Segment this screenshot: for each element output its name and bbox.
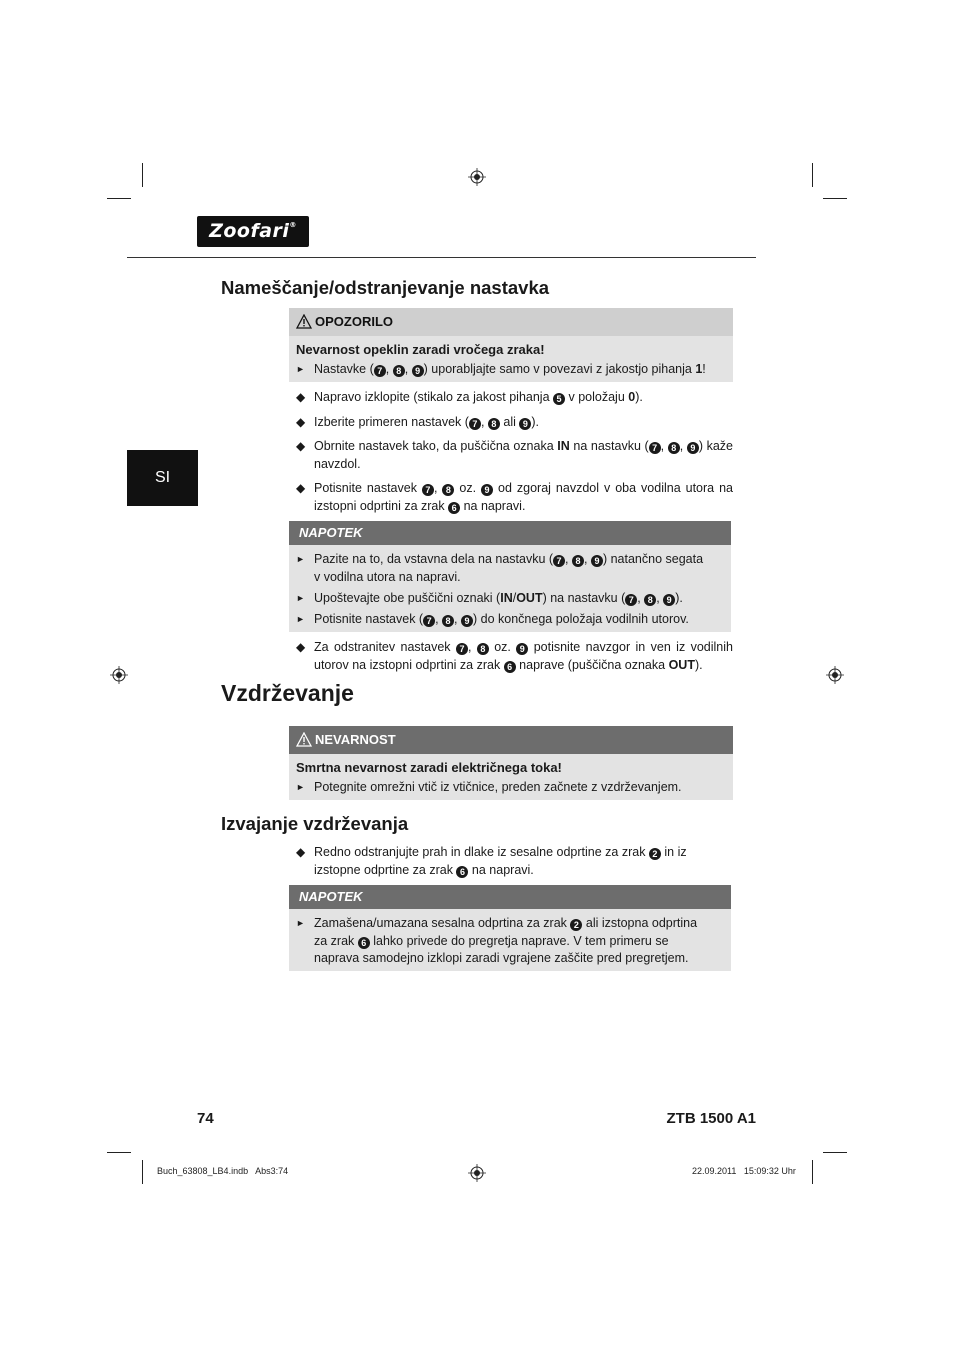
text-span: ! [702,362,706,376]
registration-mark-icon [110,666,128,684]
registration-mark-icon [468,168,486,186]
warning-item [289,361,733,379]
ref-number-7: 7 [649,442,661,454]
ref-number-8: 8 [572,555,584,567]
ref-number-7: 7 [625,594,637,606]
ref-number-5: 5 [553,393,565,405]
ref-number-6: 6 [448,502,460,514]
section-title-perform: Izvajanje vzdrževanja [221,813,409,834]
warning-triangle-icon [296,732,312,747]
text-span: ). [635,390,643,404]
ref-number-8: 8 [442,484,454,496]
list-item [289,389,733,407]
diamond-bullet-icon: ◆ [296,390,306,404]
ref-number-9: 9 [412,365,424,377]
ref-number-8: 8 [442,615,454,627]
arrow-icon: ► [296,918,305,928]
ref-number-9: 9 [519,418,531,430]
ref-number-8: 8 [644,594,656,606]
text-span: ). [694,657,703,672]
text-span: od zgoraj navzdol v oba vodilna utora na izstopni odprtini za zrak [314,481,733,513]
note-item [289,915,731,968]
text-span: Napravo izklopite (stikalo za jakost pihanja [314,390,554,404]
text-span: na napravi. [468,862,534,877]
crop-mark [142,163,143,187]
ref-number-7: 7 [469,418,481,430]
danger-box-header [289,726,733,754]
danger-item [289,779,733,797]
text-span: , [435,611,443,626]
text-span: , [433,481,443,495]
warning-triangle-icon [296,314,312,329]
ref-number-7: 7 [422,484,434,496]
text-span: Izberite primeren nastavek ( [314,414,469,429]
bullet-list [289,639,733,674]
list-item [289,639,733,674]
note-box [289,521,731,632]
text-span: , [637,591,645,605]
bold-text: 1 [695,362,703,376]
text-span: , [385,362,393,376]
bold-text: 0 [628,390,636,404]
ref-number-6: 6 [358,937,370,949]
text-span: Za odstranitev nastavek [314,640,456,654]
text-span: Obrnite nastavek tako, da puščična oznaka [314,439,558,453]
ref-number-2: 2 [649,848,661,860]
crop-mark [823,1152,847,1153]
danger-subtitle: Smrtna nevarnost zaradi električnega toka! [296,760,562,775]
crop-mark [812,163,813,187]
text-span: ). [531,414,539,429]
ref-number-7: 7 [374,365,386,377]
brand-logo-text: Zoofari [209,220,290,242]
ref-number-7: 7 [423,615,435,627]
text-span: , [565,552,572,566]
text-span: oz. [454,481,482,495]
ref-number-8: 8 [488,418,500,430]
diamond-bullet-icon: ◆ [296,414,306,429]
text-span: ali izstopna odprtina za zrak [314,916,698,948]
bold-text: OUT [668,657,695,672]
text-span: Zamašena/umazana sesalna odprtina za zrak [314,916,571,930]
ref-number-8: 8 [668,442,680,454]
arrow-icon: ► [296,613,305,624]
bold-text: IN [557,439,570,453]
text-span: , [404,362,412,376]
danger-box [289,726,733,800]
text-span: , [656,591,664,605]
text-span: , [454,611,461,626]
page-number: 74 [197,1110,214,1127]
bullet-list [289,389,733,515]
brand-logo-mark: ® [289,221,297,229]
warning-subtitle: Nevarnost opeklin zaradi vročega zraka! [296,342,545,357]
crop-mark [823,198,847,199]
text-span: Nastavke ( [314,362,374,376]
note-item [289,590,731,608]
diamond-bullet-icon: ◆ [296,640,306,654]
registration-mark-icon [468,1164,486,1182]
ref-number-6: 6 [504,661,516,673]
text-span: naprave (puščična oznaka [515,657,669,672]
diamond-bullet-icon: ◆ [296,439,306,453]
note-label: NAPOTEK [289,885,731,909]
arrow-icon: ► [296,554,305,564]
text-span: ). [675,591,683,605]
text-span: Potisnite nastavek [314,481,422,495]
text-span: ) kaže navzdol. [314,439,733,471]
crop-mark [812,1160,813,1184]
arrow-icon: ► [296,593,305,603]
text-span: potisnite navzgor in ven iz vodilnih utorov na izstopni odprtini za zrak [314,640,733,672]
language-tab: SI [127,450,198,506]
text-span: Pazite na to, da vstavna dela na nastavku ( [314,552,554,566]
model-name: ZTB 1500 A1 [666,1110,756,1127]
ref-number-9: 9 [687,442,699,454]
registration-mark-icon [826,666,844,684]
danger-item-text: Potegnite omrežni vtič iz vtičnice, preden začnete z vzdrževanjem. [314,780,682,794]
ref-number-9: 9 [481,484,493,496]
ref-number-9: 9 [591,555,603,567]
ref-number-7: 7 [553,555,565,567]
text-span: , [584,552,591,566]
text-span: , [660,439,668,453]
text-span: ) natančno segata v vodilna utora na napravi. [314,552,704,584]
bold-text: IN [500,591,513,605]
text-span: , [679,439,687,453]
note-box [289,885,731,971]
text-span: , [467,640,477,654]
text-span: Redno odstranjujte prah in dlake iz sesalne odprtine za zrak [314,845,649,859]
file-info: Buch_63808_LB4.indb Abs3:74 [157,1166,289,1176]
list-item [289,844,733,879]
arrow-icon: ► [296,364,305,374]
header-rule [127,257,756,258]
text-span: / [512,591,517,605]
text-span: v položaju [565,390,629,404]
section-title-maintenance: Vzdrževanje [221,680,354,706]
crop-mark [107,1152,131,1153]
list-item [289,438,733,473]
note-item [289,551,731,586]
list-item [289,480,733,515]
warning-box-header [289,308,733,336]
text-span: lahko privede do pregretja naprave. V tem primeru se naprava samodejno izklopi zaradi vgrajene zaščite pred pregretjem. [314,933,689,965]
bullet-list [289,844,733,879]
text-span: na napravi. [460,498,526,513]
crop-mark [142,1160,143,1184]
crop-mark [107,198,131,199]
diamond-bullet-icon: ◆ [296,845,306,859]
print-timestamp: 22.09.2011 15:09:32 Uhr [692,1166,796,1176]
text-span: in iz izstopne odprtine za zrak [314,845,687,877]
arrow-icon: ► [296,782,305,792]
text-span: ) do končnega položaja vodilnih utorov. [473,611,689,626]
ref-number-2: 2 [570,919,582,931]
section-title-mounting: Nameščanje/odstranjevanje nastavka [221,277,550,298]
text-span: Upoštevajte obe puščični oznaki ( [314,591,501,605]
warning-label: OPOZORILO [315,314,393,329]
ref-number-9: 9 [663,594,675,606]
list-item [289,414,733,432]
text-span: ) uporabljajte samo v povezavi z jakostjo pihanja [423,362,696,376]
text-span: ) na nastavku ( [542,591,626,605]
text-span: oz. [488,640,517,654]
ref-number-6: 6 [456,866,468,878]
note-item [289,611,731,629]
text-span: , [480,414,488,429]
bold-text: OUT [516,591,543,605]
ref-number-9: 9 [516,643,528,655]
ref-number-7: 7 [456,643,468,655]
note-label: NAPOTEK [289,521,731,545]
diamond-bullet-icon: ◆ [296,481,306,495]
ref-number-8: 8 [477,643,489,655]
ref-number-8: 8 [393,365,405,377]
text-span: na nastavku ( [569,439,649,453]
brand-logo [197,216,309,247]
ref-number-9: 9 [461,615,473,627]
text-span: ali [499,414,520,429]
warning-box [289,308,733,382]
danger-label: NEVARNOST [315,732,396,747]
text-span: Potisnite nastavek ( [314,611,424,626]
